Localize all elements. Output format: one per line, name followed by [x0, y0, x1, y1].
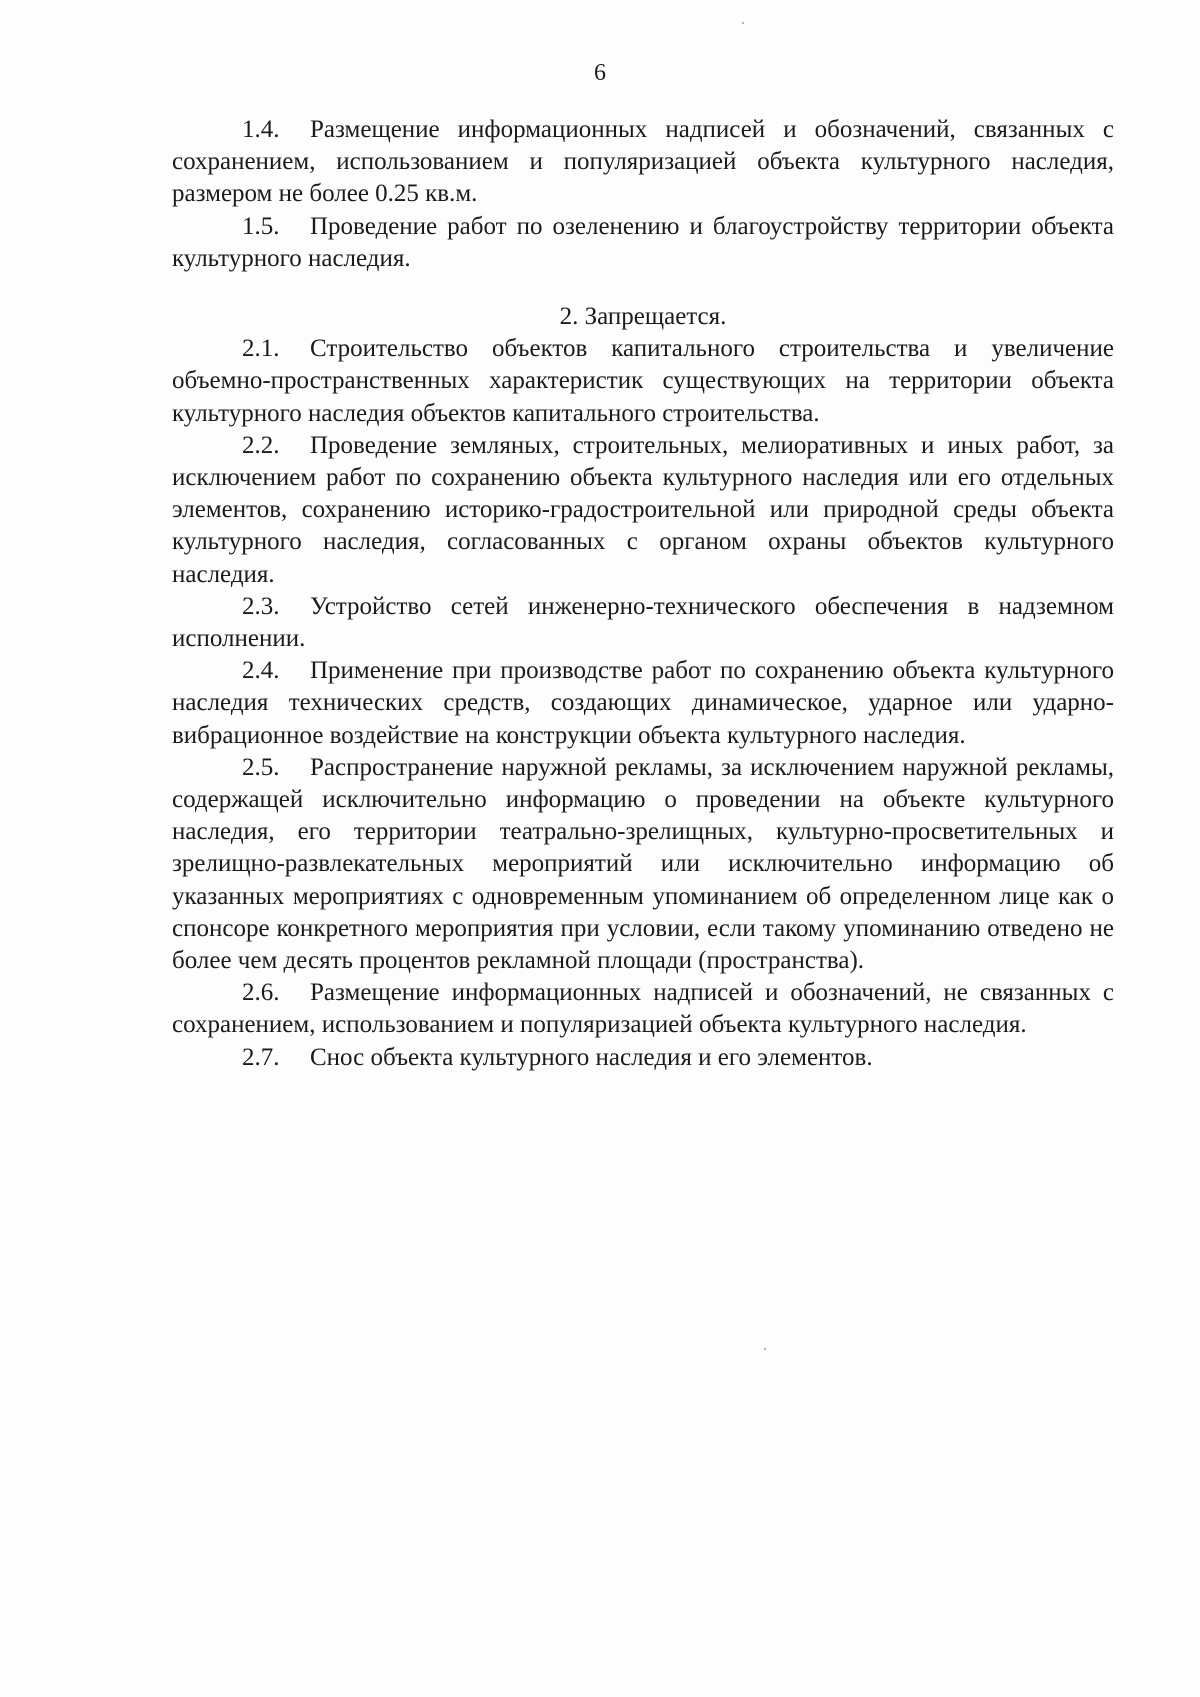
item-number: 2.4.: [242, 657, 280, 685]
item-text: Снос объекта культурного наследия и его элементов.: [310, 1043, 873, 1071]
list-item: [172, 114, 1114, 211]
prohibited-list: [172, 333, 1114, 1074]
item-text: Проведение земляных, строительных, мелиоративных и иных работ, за исключением работ по сохранению объекта культурного наследия или его отдельных элементов, сохранению историко-градостроительной или природной среды объекта культурного наследия, согласованных с органом охраны объектов культурного наследия.: [172, 431, 1114, 588]
item-number: 2.1.: [242, 335, 280, 363]
item-text: Применение при производстве работ по сохранению объекта культурного наследия технических средств, создающих динамическое, ударное или ударно-вибрационное воздействие на конструкции объекта культурного наследия.: [172, 657, 1114, 749]
list-item: [172, 211, 1114, 275]
section-heading: 2. Запрещается.: [559, 303, 727, 331]
item-number: 2.3.: [242, 592, 280, 620]
item-number: 2.5.: [242, 753, 280, 781]
scan-speck: [764, 1348, 766, 1350]
list-item: [172, 333, 1114, 430]
item-number: 1.4.: [242, 116, 280, 143]
list-item: [172, 977, 1114, 1041]
item-text: Распространение наружной рекламы, за исключением наружной рекламы, содержащей исключительно информацию о проведении на объекте культурного наследия, его территории театрально-зрелищных, культурно-просветительных и зрелищно-развлекательных мероприятий или исключительно информацию об указанных мероприятиях с одновременным упоминанием об определенном лице как о спонсоре конкретного мероприятия при условии, если такому упоминанию отведено не более чем десять процентов рекламной площади (пространства).: [172, 753, 1114, 975]
item-text: Проведение работ по озеленению и благоустройству территории объекта культурного наследия.: [172, 212, 1114, 272]
item-text: Размещение информационных надписей и обозначений, не связанных с сохранением, использованием и популяризацией объекта культурного наследия.: [172, 979, 1114, 1039]
item-number: 2.6.: [242, 979, 280, 1007]
item-number: 2.2.: [242, 431, 280, 459]
item-number: 1.5.: [242, 212, 280, 240]
item-text: Устройство сетей инженерно-технического обеспечения в надземном исполнении.: [172, 592, 1114, 653]
list-item: [172, 1042, 1114, 1074]
item-text: Размещение информационных надписей и обозначений, связанных с сохранением, использованием и популяризацией объекта культурного наследия, размером не более 0.25 кв.м.: [172, 116, 1114, 208]
list-item: [172, 430, 1114, 591]
scan-speck: [742, 22, 744, 24]
item-number: 2.7.: [242, 1043, 280, 1071]
item-text: Строительство объектов капитального строительства и увеличение объемно-пространственных характеристик существующих на территории объекта культурного наследия объектов капитального строительства.: [172, 335, 1114, 427]
list-item: [172, 591, 1114, 655]
list-item: [172, 655, 1114, 752]
document-body: [172, 114, 1114, 1074]
permitted-list-tail: [172, 114, 1114, 275]
page-number: 6: [594, 60, 606, 86]
list-item: [172, 752, 1114, 977]
